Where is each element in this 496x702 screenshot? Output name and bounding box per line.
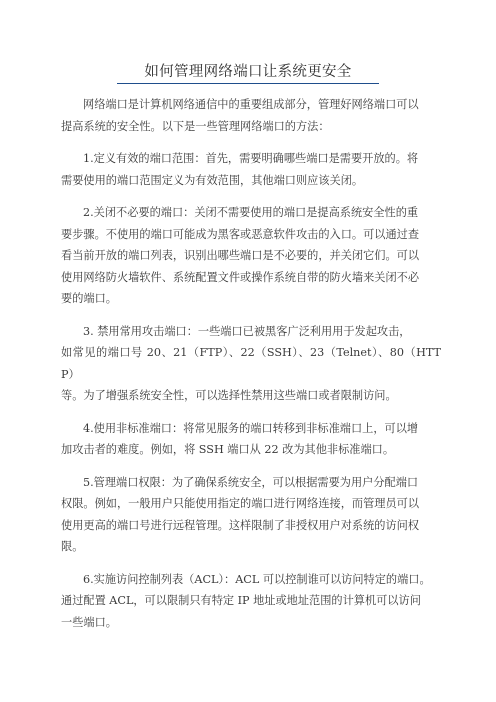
- paragraph-line: 使用网络防火墙软件、系统配置文件或操作系统自带的防火墙来关闭不必: [61, 270, 420, 284]
- document-title: 如何管理网络端口让系统更安全: [144, 64, 352, 80]
- paragraph-line: 需要使用的端口范围定义为有效范围，其他端口则应该关闭。: [61, 173, 364, 187]
- paragraph-line: 要的端口。: [61, 292, 117, 305]
- paragraph-line: 通过配置 ACL，可以限制只有特定 IP 地址或地址范围的计算机可以访问: [61, 594, 421, 607]
- paragraph-item-6: [61, 569, 441, 634]
- paragraph-line: 3. 禁用常用攻击端口：一些端口已被黑客广泛利用用于发起攻击，: [83, 324, 411, 338]
- paragraph-item-5: [61, 472, 441, 558]
- paragraph-line: 等。为了增强系统安全性，可以选择性禁用这些端口或者限制访问。: [61, 389, 397, 402]
- paragraph-line: 如常见的端口号 20、21（FTP）、22（SSH）、23（Telnet）、80（HTTP）: [61, 346, 441, 381]
- paragraph-line: 2.关闭不必要的端口：关闭不需要使用的端口是提高系统安全性的重: [83, 206, 419, 219]
- paragraph-line: 5.管理端口权限：为了确保系统安全，可以根据需要为用户分配端口: [83, 475, 419, 489]
- paragraph-line: 网络端口是计算机网络通信中的重要组成部分，管理好网络端口可以: [83, 98, 419, 111]
- paragraph-line: 权限。例如，一般用户只能使用指定的端口进行网络连接，而管理员可以: [61, 497, 420, 510]
- paragraph-item-2: [61, 202, 441, 310]
- paragraph-line: 一些端口。: [61, 615, 117, 629]
- paragraph-item-4: [61, 418, 441, 461]
- paragraph-line: 4.使用非标准端口：将常见服务的端口转移到非标准端口上，可以增: [83, 421, 419, 435]
- paragraph-item-3: [61, 321, 441, 407]
- paragraph-line: 要步骤。不使用的端口可能成为黑客或恶意软件攻击的入口。可以通过查: [61, 227, 420, 241]
- document-body: [61, 94, 441, 644]
- paragraph-line: 1.定义有效的端口范围：首先，需要明确哪些端口是需要开放的。将: [83, 152, 419, 165]
- paragraph-line: 6.实施访问控制列表（ACL）：ACL 可以控制谁可以访问特定的端口。: [83, 572, 431, 586]
- paragraph-line: 使用更高的端口号进行远程管理。这样限制了非授权用户对系统的访问权: [61, 518, 420, 532]
- title-underline: [117, 83, 379, 84]
- paragraph-item-1: [61, 148, 441, 191]
- paragraph-line: 看当前开放的端口列表，识别出哪些端口是不必要的，并关闭它们。可以: [61, 249, 420, 262]
- paragraph-line: 加攻击者的难度。例如，将 SSH 端口从 22 改为其他非标准端口。: [61, 443, 395, 456]
- paragraph-intro: [61, 94, 441, 137]
- paragraph-line: 限。: [61, 540, 84, 553]
- paragraph-line: 提高系统的安全性。以下是一些管理网络端口的方法：: [61, 119, 330, 133]
